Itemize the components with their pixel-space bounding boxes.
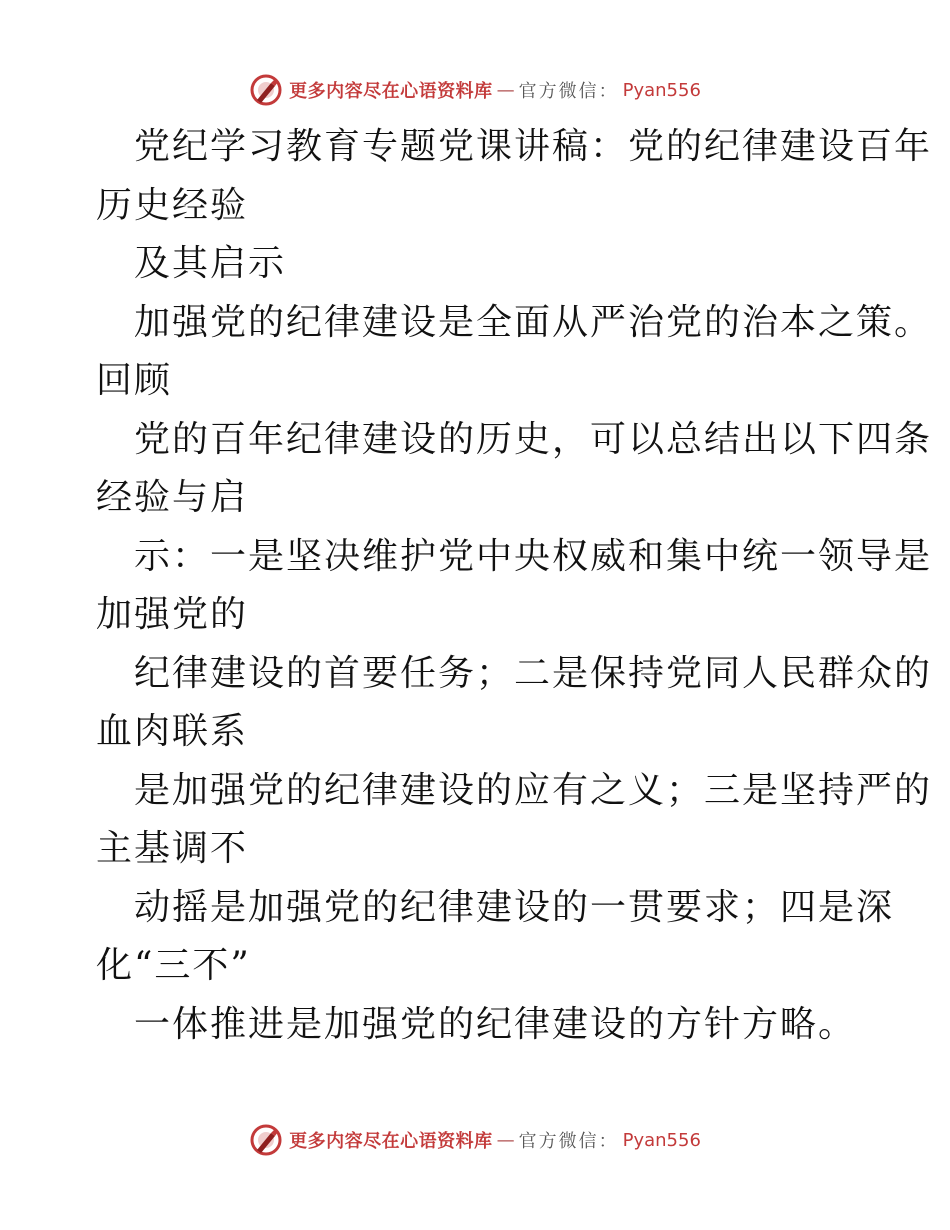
text-line: 党纪学习教育专题党课讲稿：党的纪律建设百年 — [134, 126, 933, 167]
site-name-text: 更多内容尽在心语资料库 — [289, 1131, 493, 1152]
wechat-id: Pyan556 — [622, 1129, 701, 1151]
wechat-label: 官方微信： — [518, 1131, 619, 1152]
pen-circle-logo-icon — [249, 1123, 283, 1157]
text-line: 血肉联系 — [96, 711, 249, 752]
text-line: 动摇是加强党的纪律建设的一贯要求；四是深 — [134, 886, 895, 928]
text-line: 历史经验 — [96, 184, 249, 226]
text-line: 经验与启 — [96, 477, 249, 518]
site-name-text: 更多内容尽在心语资料库 — [289, 81, 493, 102]
text-line: 及其启示 — [134, 243, 287, 284]
text-line: 是加强党的纪律建设的应有之义；三是坚持严的 — [134, 769, 933, 811]
text-line: 回顾 — [96, 360, 173, 401]
footer-banner — [0, 1120, 950, 1160]
document-body — [96, 118, 933, 1054]
text-line: 加强党的 — [96, 594, 249, 635]
banner-separator: — — [496, 1129, 515, 1151]
text-line: 纪律建设的首要任务；二是保持党同人民群众的 — [134, 652, 933, 694]
text-line: 加强党的纪律建设是全面从严治党的治本之策。 — [134, 301, 933, 343]
text-line: 化“三不” — [96, 945, 251, 986]
header-banner — [0, 70, 950, 110]
text-line: 党的百年纪律建设的历史，可以总结出以下四条 — [134, 418, 933, 460]
wechat-label: 官方微信： — [518, 81, 619, 102]
pen-circle-logo-icon — [249, 73, 283, 107]
text-line: 示：一是坚决维护党中央权威和集中统一领导是 — [134, 535, 933, 577]
text-line: 一体推进是加强党的纪律建设的方针方略。 — [134, 1003, 857, 1045]
banner-separator: — — [496, 79, 515, 101]
wechat-id: Pyan556 — [622, 79, 701, 101]
text-line: 主基调不 — [96, 828, 249, 869]
